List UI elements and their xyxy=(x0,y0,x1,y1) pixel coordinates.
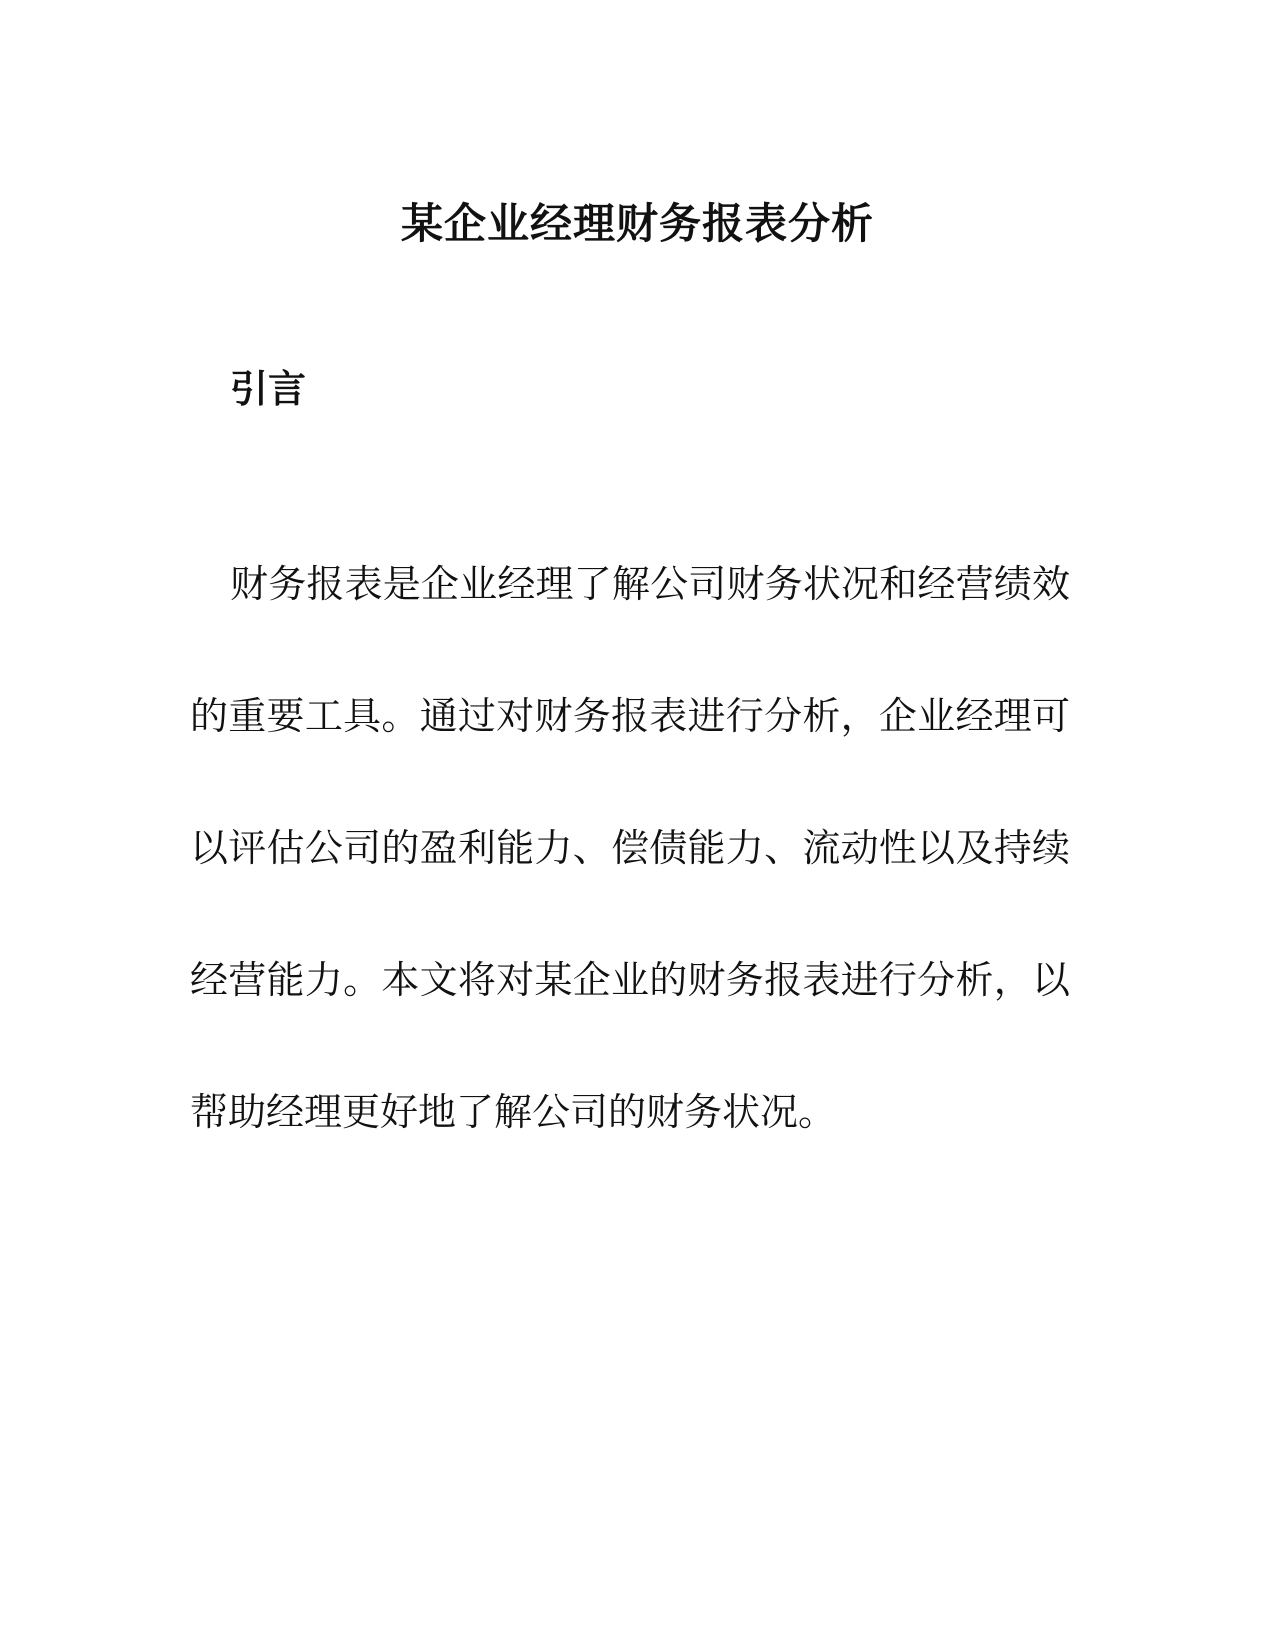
intro-paragraph: 财务报表是企业经理了解公司财务状况和经营绩效的重要工具。通过对财务报表进行分析，企业经理可以评估公司的盈利能力、偿债能力、流动性以及持续经营能力。本文将对某企业的财务报表进行分析，以帮助经理更好地了解公司的财务状况。 xyxy=(190,562,1070,1134)
document-title: 某企业经理财务报表分析 xyxy=(400,199,874,248)
section-heading-introduction: 引言 xyxy=(230,366,307,411)
